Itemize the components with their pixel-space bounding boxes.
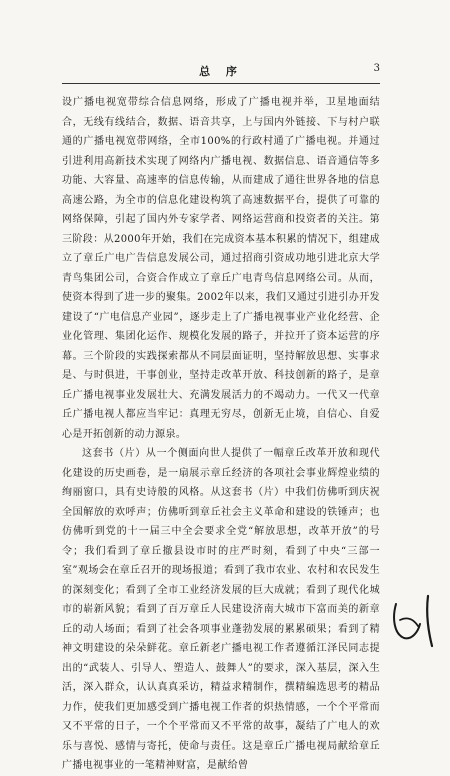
- page-number: 3: [373, 63, 380, 74]
- body-text: [62, 93, 380, 776]
- paragraph-1: 设广播电视宽带综合信息网络，形成了广播电视并举，卫星地面结合，无线有线结合，数据、语音共享，上与国内外链接、下与村户联通的广播电视宽带网络，全市100%的行政村通了广播电视。并通过引进利用高新技术实现了网络内广播电视、数据信息、语音通信等多功能、大容量、高速率的信息传输，从而建成了通往世界各地的信息高速公路，为全市的信息化建设构筑了高速数据平台，提供了可靠的网络保障，引起了国内外专家学者、网络运营商和投资者的关注。第三阶段：从2000年开始，我们在完成资本基本积累的情况下，组建成立了章丘广电广告信息发展公司，通过招商引资成功地引进北京大学青鸟集团公司，合资合作成立了章丘广电青鸟信息网络公司。从而，使资本得到了进一步的聚集。2002年以来，我们又通过引进引办开发建设了“广电信息产业园”，逐步走上了广播电视事业产业化经营、企业化管理、集团化运作、规模化发展的路子，并拉开了资本运营的序幕。三个阶段的实践探索都从不同层面证明，坚持解放思想、实事求是、与时俱进，干事创业，坚持走改革开放、科技创新的路子，是章丘广播电视事业发展壮大、充满发展活力的不竭动力。一代又一代章丘广播电视人都应当牢记：真理无穷尽，创新无止境，自信心、自爱心是开拓创新的动力源泉。: [62, 97, 380, 440]
- handwritten-page-mark: [388, 590, 443, 650]
- running-header-title: 总 序: [199, 65, 243, 78]
- running-header: [62, 63, 380, 81]
- paragraph-2: 这套书（片）从一个侧面向世人提供了一幅章丘改革开放和现代化建设的历史画卷，是一扇展示章丘经济的各项社会事业辉煌业绩的绚丽窗口，具有史诗般的风格。从这套书（片）中我们仿佛听到庆祝全国解放的欢呼声；仿佛听到章丘社会主义革命和建设的铁锤声；也仿佛听到党的十一届三中全会要求全党“解放思想，改革开放”的号令；我们看到了章丘撤县设市时的庄严时刻，看到了中央“三部一室”观场会在章丘召开的现场报道；看到了我市农业、农村和农民发生的深刻变化；看到了全市工业经济发展的巨大成就；看到了现代化城市的崭新风貌；看到了百万章丘人民建设济南大城市下富而美的新章丘的动人场面；看到了社会各项事业蓬勃发展的累累硕果；看到了精神文明建设的朵朵鲜花。章丘新老广播电视工作者遵循江泽民同志提出的“武装人、引导人、塑造人、鼓舞人”的要求，深入基层，深入生活，深入群众，认认真真采访，精益求精制作，撰精编选思考的精品力作，使我们更加感受到广播电视工作者的炽热情感，一个个平常而又不平常的日子，一个个平常而又不平常的故事，凝结了广电人的欢乐与喜悦、感情与寄托，使命与责任。这是章丘广播电视局献给章丘广播电视事业的一笔精神财富，是献给曾: [62, 448, 380, 771]
- header-rule: [62, 83, 380, 84]
